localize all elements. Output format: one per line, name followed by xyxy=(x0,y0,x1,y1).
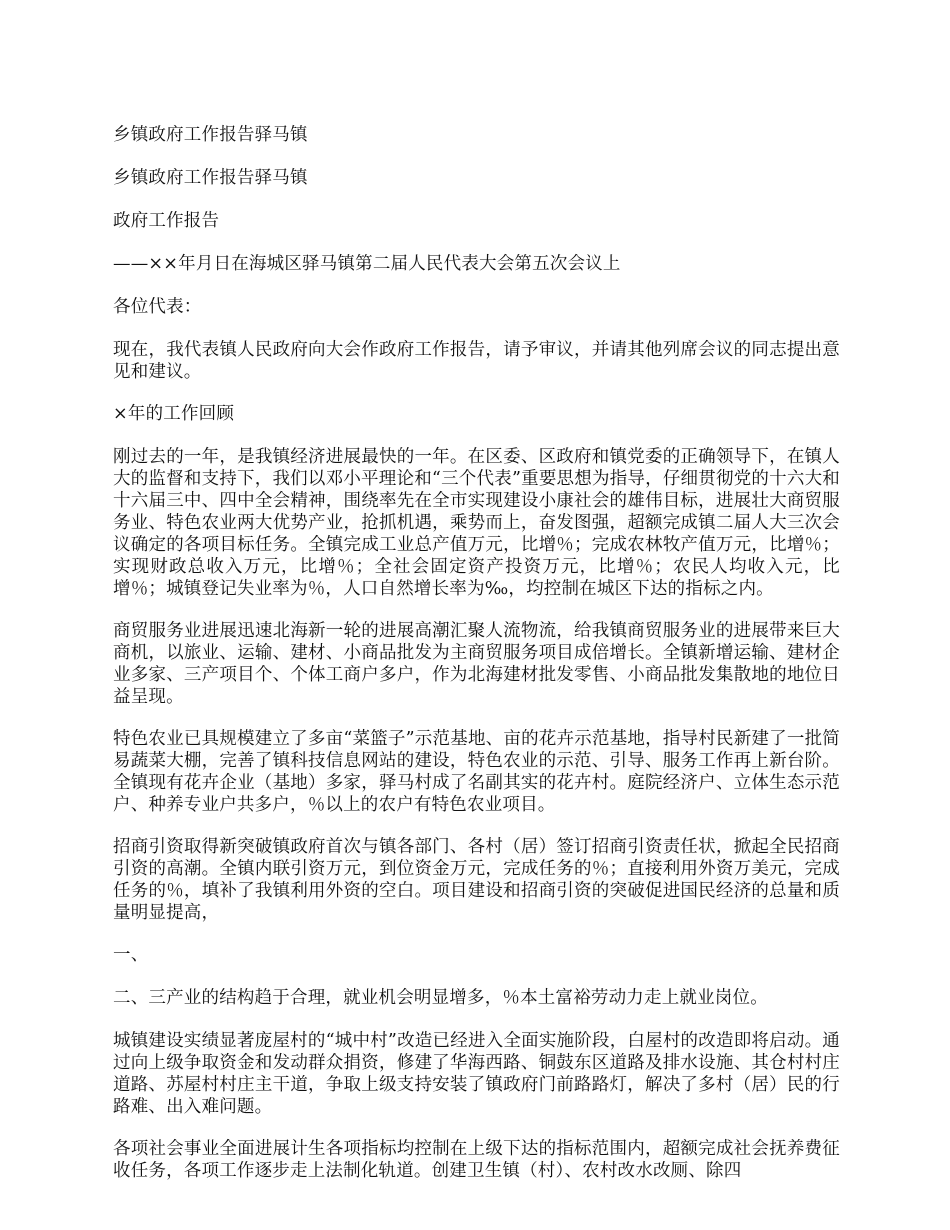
paragraph-industry: 二、三产业的结构趋于合理，就业机会明显增多，％本土富裕劳动力走上就业岗位。 xyxy=(113,988,768,1008)
document-subtitle: 乡镇政府工作报告驿马镇 xyxy=(113,168,308,188)
report-heading: 政府工作报告 xyxy=(113,211,220,231)
paragraph-construction: 城镇建设实绩显著庞屋村的“城中村”改造已经进入全面实施阶段，白屋村的改造即将启动。通过向上级争取资金和发动群众捐资，修建了华海西路、铜鼓东区道路及排水设施、其仓村村庄道路、苏屋村村庄主干道，争取上级支持安装了镇政府门前路路灯，解决了多村（居）民的行路难、出入难问题。 xyxy=(113,1031,840,1117)
paragraph-social: 各项社会事业全面进展计生各项指标均控制在上级下达的指标范围内，超额完成社会抚养费征收任务，各项工作逐步走上法制化轨道。创建卫生镇（村）、农村改水改厕、除四 xyxy=(113,1139,840,1181)
section-heading: ×年的工作回顾 xyxy=(113,404,235,424)
paragraph-review: 刚过去的一年，是我镇经济进展最快的一年。在区委、区政府和镇党委的正确领导下，在镇人大的监督和支持下，我们以邓小平理论和“三个代表”重要思想为指导，仔细贯彻党的十六大和十六届三中、四中全会精神，围绕率先在全市实现建设小康社会的雄伟目标，进展壮大商贸服务业、特色农业两大优势产业，抢抓机遇，乘势而上，奋发图强，超额完成镇二届人大三次会议确定的各项目标任务。全镇完成工业总产值万元，比增％；完成农林牧产值万元，比增％；实现财政总收入万元，比增％；全社会固定资产投资万元，比增％；农民人均收入元，比增％；城镇登记失业率为％，人口自然增长率为‰，均控制在城区下达的指标之内。 xyxy=(113,447,840,599)
paragraph-commerce: 商贸服务业进展迅速北海新一轮的进展高潮汇聚人流物流，给我镇商贸服务业的进展带来巨大商机，以旅业、运输、建材、小商品批发为主商贸服务项目成倍增长。全镇新增运输、建材企业多家、三产项目个、个体工商户多户，作为北海建材批发零售、小商品批发集散地的地位日益呈现。 xyxy=(113,621,840,707)
list-marker: 一、 xyxy=(113,945,149,965)
salutation: 各位代表： xyxy=(113,297,202,317)
paragraph-intro: 现在，我代表镇人民政府向大会作政府工作报告，请予审议，并请其他列席会议的同志提出意见和建议。 xyxy=(113,340,840,382)
paragraph-agriculture: 特色农业已具规模建立了多亩“菜篮子”示范基地、亩的花卉示范基地，指导村民新建了一批简易蔬菜大棚，完善了镇科技信息网站的建设，特色农业的示范、引导、服务工作再上新台阶。全镇现有花卉企业（基地）多家，驿马村成了名副其实的花卉村。庭院经济户、立体生态示范户、种养专业户共多户，％以上的农户有特色农业项目。 xyxy=(113,729,840,815)
document-body xyxy=(113,124,840,1202)
document-title: 乡镇政府工作报告驿马镇 xyxy=(113,125,308,145)
paragraph-investment: 招商引资取得新突破镇政府首次与镇各部门、各村（居）签订招商引资责任状，掀起全民招商引资的高潮。全镇内联引资万元，到位资金万元，完成任务的％；直接利用外资万美元，完成任务的％，填补了我镇利用外资的空白。项目建设和招商引资的突破促进国民经济的总量和质量明显提高， xyxy=(113,837,840,923)
meeting-line: ——××年月日在海城区驿马镇第二届人民代表大会第五次会议上 xyxy=(113,254,621,274)
